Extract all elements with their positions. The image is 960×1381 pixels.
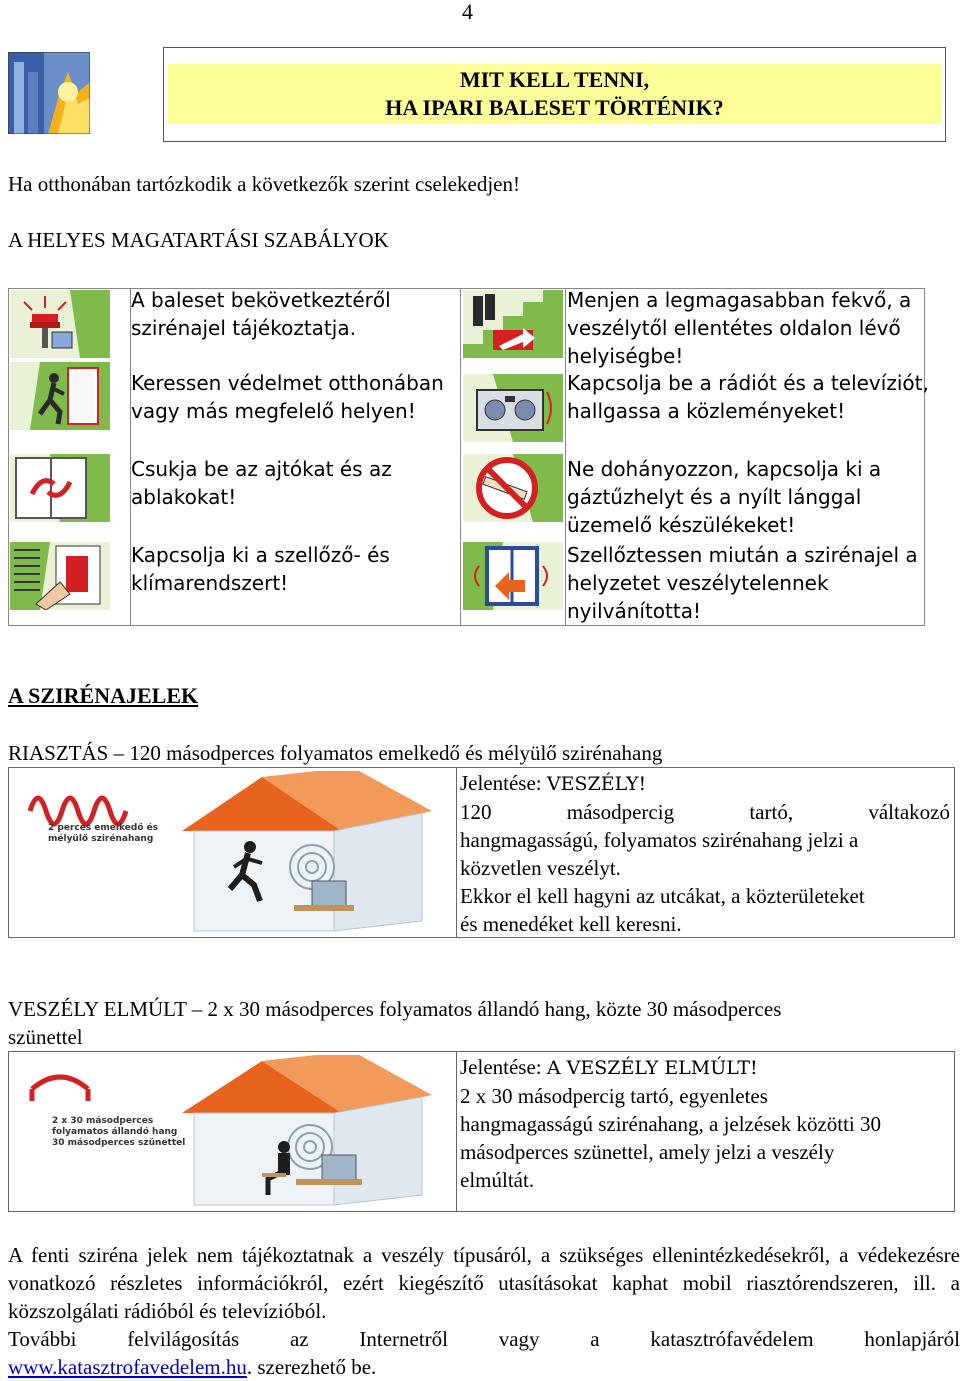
- rule-line: veszélytől ellentétes oldalon lévő: [567, 316, 901, 340]
- allclear-meaning: [460, 1053, 950, 1082]
- rule-close-windows: [131, 455, 392, 511]
- rule-no-smoking: [567, 455, 881, 539]
- allclear-desc-line: elmúltát.: [460, 1168, 535, 1192]
- rule-line: Csukja be az ajtókat és az: [131, 457, 392, 481]
- rule-line: ablakokat!: [131, 485, 237, 509]
- alarm-desc-line: és menedéket kell keresni.: [460, 912, 682, 936]
- rule-go-upstairs: [567, 286, 911, 370]
- allclear-image-caption: [52, 1116, 185, 1149]
- rule-line: helyiségbe!: [567, 344, 684, 368]
- meaning-label: Jelentése:: [460, 771, 547, 795]
- rule-line: A baleset bekövetkeztéről: [131, 288, 391, 312]
- footer-more-info: [8, 1325, 960, 1381]
- allclear-description: [460, 1053, 950, 1194]
- rule-ventilation-off: [131, 541, 390, 597]
- rules-heading: A HELYES MAGATARTÁSI SZABÁLYOK: [8, 228, 389, 252]
- stairs-icon: [463, 290, 563, 358]
- intro-text: Ha otthonában tartózkodik a következők szerint cselekedjen!: [8, 172, 520, 196]
- caption-line: 2 x 30 másodperces: [52, 1116, 154, 1126]
- rule-siren: [131, 286, 391, 342]
- alarm-image-caption: [48, 823, 158, 845]
- rule-ventilate: [567, 541, 918, 625]
- allclear-header-line: szünettel: [8, 1025, 83, 1049]
- more-info-end: . szerezhető be.: [246, 1355, 377, 1379]
- rule-line: helyzetet veszélytelennek: [567, 571, 829, 595]
- meaning-value: VESZÉLY!: [546, 773, 647, 795]
- rule-line: Kapcsolja ki a szellőző- és: [131, 543, 390, 567]
- rule-line: Menjen a legmagasabban fekvő, a: [567, 288, 912, 312]
- page-title: [168, 66, 941, 122]
- allclear-desc-line: hangmagasságú szirénahang, a jelzések közötti 30: [460, 1112, 882, 1136]
- rule-radio-tv: [567, 369, 929, 425]
- website-link[interactable]: www.katasztrofavedelem.hu: [8, 1355, 247, 1379]
- radio-icon: [463, 374, 563, 442]
- sirens-heading: A SZIRÉNAJELEK: [8, 683, 199, 708]
- rule-line: Szellőztessen miután a szirénajel a: [567, 543, 918, 567]
- rule-line: klímarendszert!: [131, 571, 289, 595]
- rules-table: [8, 288, 929, 626]
- rule-line: Ne dohányozzon, kapcsolja ki a: [567, 457, 882, 481]
- title-line-1: MIT KELL TENNI,: [459, 67, 650, 92]
- caption-line: 30 másodperces szünettel: [52, 1138, 186, 1148]
- alarm-desc-line: közvetlen veszélyt.: [460, 856, 621, 880]
- caption-line: folyamatos állandó hang: [52, 1127, 178, 1137]
- rule-line: Keressen védelmet otthonában: [131, 371, 444, 395]
- rule-line: nyilvánította!: [567, 599, 701, 623]
- alarm-desc-line: 120 másodpercig tartó, váltakozó: [460, 800, 950, 824]
- alarm-header: RIASZTÁS – 120 másodperces folyamatos emelkedő és mélyülő szirénahang: [8, 741, 663, 765]
- more-info-line-2: [8, 1353, 960, 1381]
- allclear-header: [8, 995, 958, 1051]
- rule-line: vagy más megfelelő helyen!: [131, 399, 416, 423]
- meaning-value: A VESZÉLY ELMÚLT!: [546, 1057, 758, 1079]
- allclear-desc-line: másodperces szünettel, amely jelzi a veszély: [460, 1140, 835, 1164]
- rule-line: Kapcsolja be a rádiót és a televíziót,: [567, 371, 929, 395]
- alarm-desc-line: hangmagasságú, folyamatos szirénahang jelzi a: [460, 828, 859, 852]
- alarm-desc-line: Ekkor el kell hagyni az utcákat, a közterületeket: [460, 884, 865, 908]
- ventilate-icon: [463, 542, 563, 610]
- siren-icon: [10, 290, 110, 358]
- rule-shelter: [131, 369, 444, 425]
- rule-line: gáztűzhelyt és a nyílt lánggal: [567, 485, 862, 509]
- industrial-accident-logo: [8, 52, 90, 134]
- more-info-line: További felvilágosítás az Internetről vagy a katasztrófavédelem honlapjáról: [8, 1327, 960, 1351]
- caption-line: mélyülő szirénahang: [48, 834, 154, 844]
- rule-line: hallgassa a közleményeket!: [567, 399, 846, 423]
- shelter-icon: [10, 362, 110, 430]
- no-smoking-icon: [463, 454, 563, 522]
- rule-line: szirénajel tájékoztatja.: [131, 316, 356, 340]
- title-line-2: HA IPARI BALESET TÖRTÉNIK?: [385, 95, 724, 120]
- meaning-label: Jelentése:: [460, 1055, 547, 1079]
- allclear-desc-line: 2 x 30 másodpercig tartó, egyenletes: [460, 1084, 768, 1108]
- alarm-description: [460, 769, 950, 938]
- allclear-header-line: VESZÉLY ELMÚLT – 2 x 30 másodperces folyamatos állandó hang, közte 30 másodperces: [8, 997, 782, 1021]
- alarm-meaning: [460, 769, 950, 798]
- window-icon: [10, 454, 110, 522]
- rule-line: üzemelő készülékeket!: [567, 513, 796, 537]
- switch-icon: [10, 542, 110, 610]
- page-number: 4: [462, 0, 473, 24]
- caption-line: 2 perces emelkedő és: [48, 823, 159, 833]
- footer-paragraph: A fenti sziréna jelek nem tájékoztatnak a veszély típusáról, a szükséges ellenintézkedésekről, a védekezésre vonatkozó részletes információkról, ezért kiegészítő utasításokat kaphat mobil riasztórendszeren, ill. a közszolgálati rádióból és televízióból.: [8, 1243, 960, 1323]
- alarm-illustration: [12, 771, 452, 933]
